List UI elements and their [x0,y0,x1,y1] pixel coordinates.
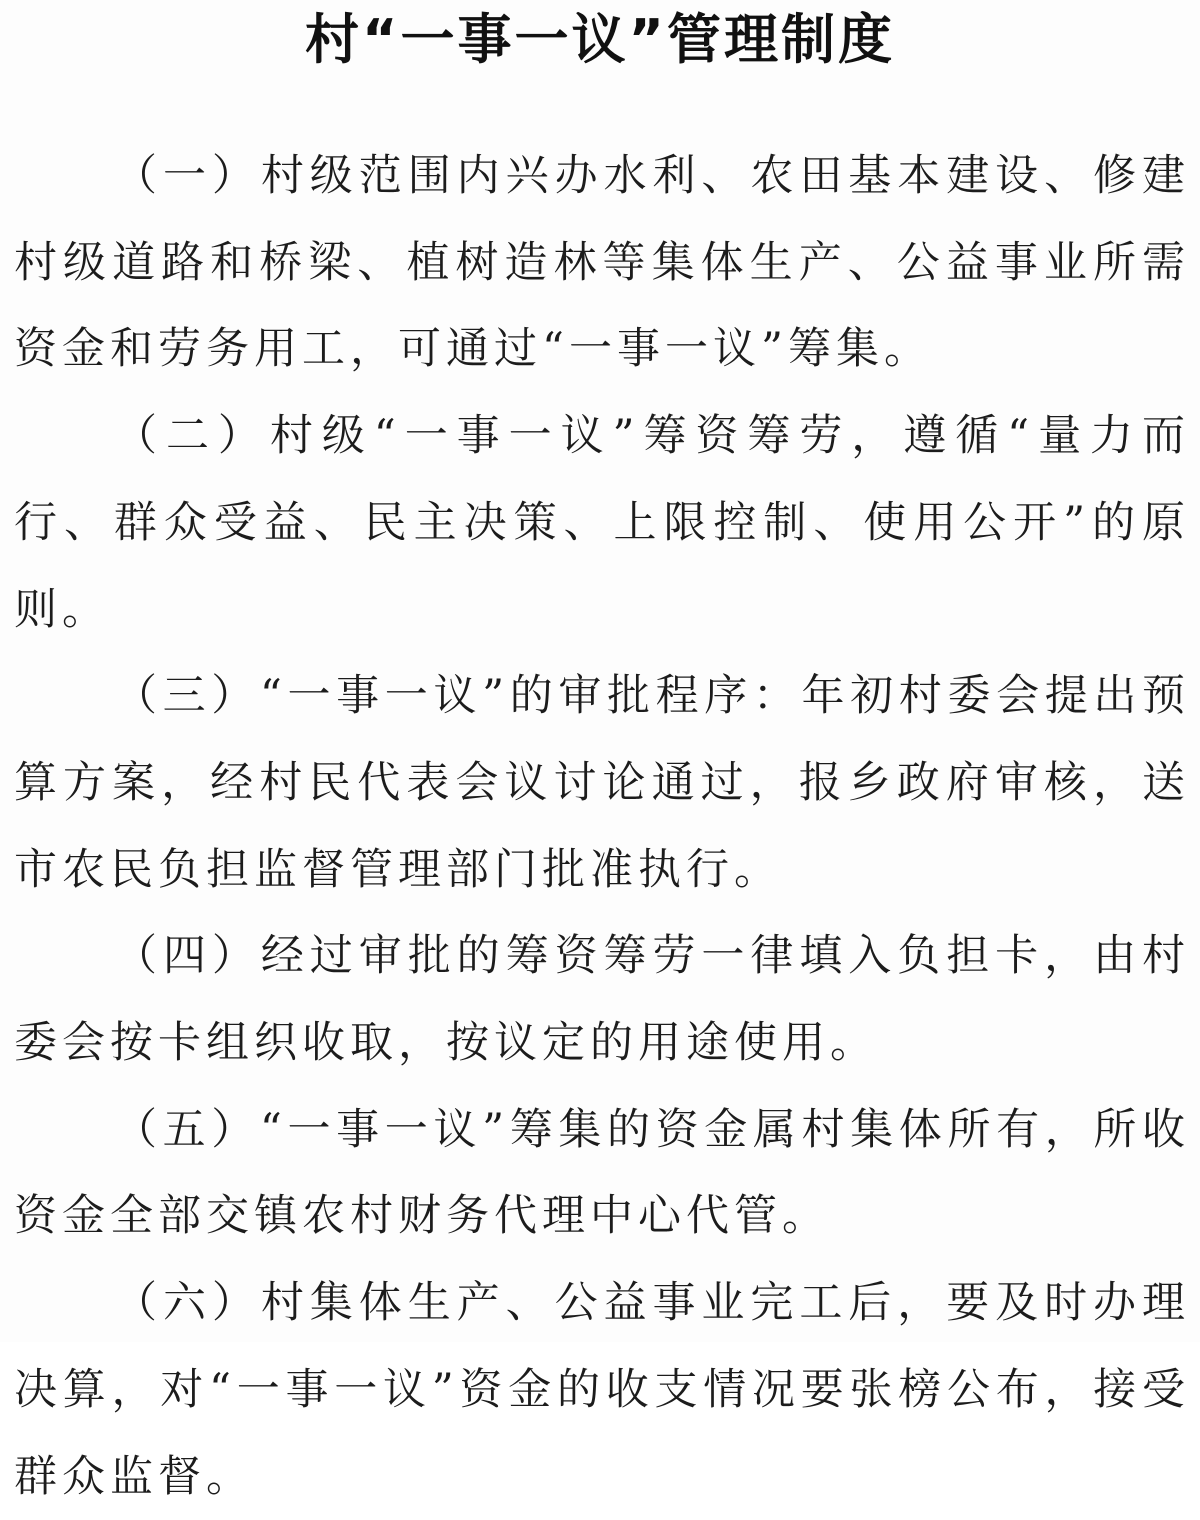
paragraph-6: （六）村集体生产、公益事业完工后，要及时办理决算，对“一事一议”资金的收支情况要张榜公布，接受群众监督。 [14,1278,1190,1502]
paragraph-1: （一）村级范围内兴办水利、农田基本建设、修建村级道路和桥梁、植树造林等集体生产、公益事业所需资金和劳务用工，可通过“一事一议”筹集。 [14,151,1190,375]
paragraph-4: （四）经过审批的筹资筹劳一律填入负担卡，由村委会按卡组织收取，按议定的用途使用。 [14,931,1190,1069]
paragraph-2: （二）村级“一事一议”筹资筹劳，遵循“量力而行、群众受益、民主决策、上限控制、使用公开”的原则。 [14,411,1190,635]
document-title: 村“一事一议”管理制度 [305,8,895,71]
paragraph-3: （三）“一事一议”的审批程序：年初村委会提出预算方案，经村民代表会议讨论通过，报乡政府审核，送市农民负担监督管理部门批准执行。 [14,671,1190,895]
paragraph-5: （五）“一事一议”筹集的资金属村集体所有，所收资金全部交镇农村财务代理中心代管。 [14,1104,1190,1242]
document-body [14,133,1190,1520]
